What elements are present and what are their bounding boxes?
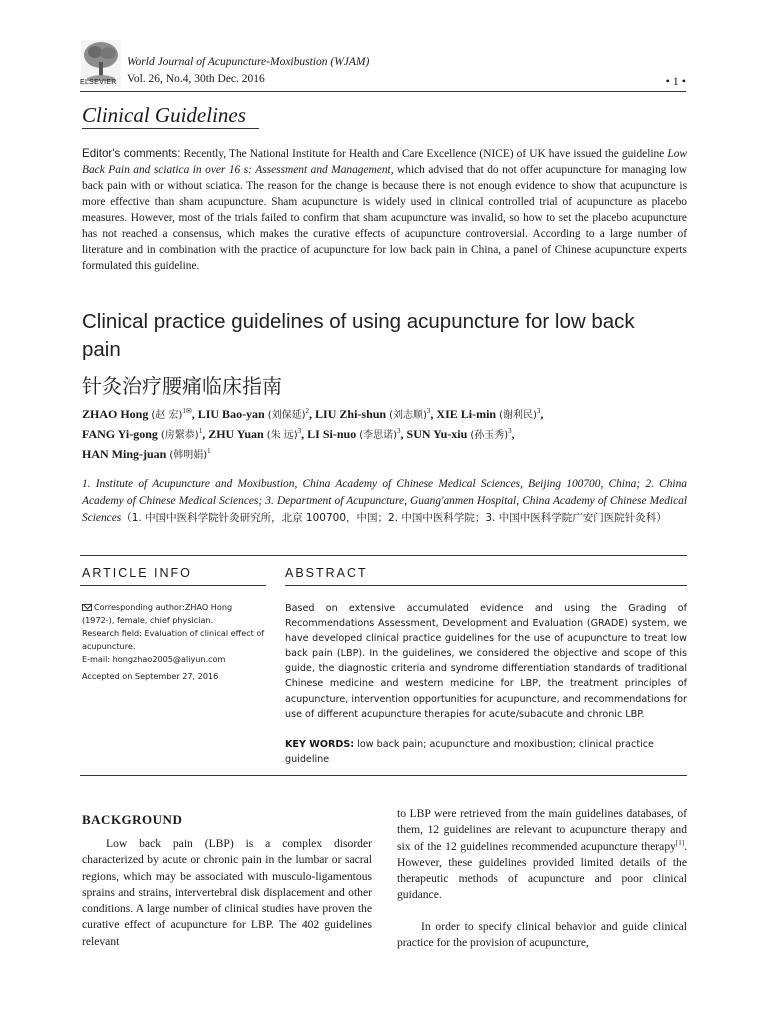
volume-info: Vol. 26, No.4, 30th Dec. 2016 [127,73,265,85]
article-info-heading: ARTICLE INFO [82,566,192,580]
abstract-heading: ABSTRACT [285,566,368,580]
accepted-date: Accepted on September 27, 2016 [82,671,219,681]
section-underline [82,128,259,129]
author-bio: (1972-), female, chief physician. [82,615,214,625]
keywords [285,737,687,767]
affiliations [82,476,687,527]
background-paragraph-2: In order to specify clinical behavior and guide clinical practice for the provision of acupuncture, [397,919,687,950]
citation-ref[interactable]: [1] [675,838,685,847]
author: LI Si-nuo (李思诺)$^3$, [307,427,407,441]
author-list [82,405,687,465]
article-info [82,601,268,683]
keywords-label: KEY WORDS: [285,739,355,750]
editor-comments [82,146,687,274]
author: ZHAO Hong (赵 宏)$^{1✉}$, [82,407,198,421]
divider-top [80,555,687,556]
page-number: • 1 • [665,74,686,88]
author: LIU Bao-yan (刘保延)$^2$, [197,407,316,421]
editor-text-1: Recently, The National Institute for Health and Care Excellence (NICE) of UK have issued the guideline [180,148,668,160]
body-column-right [397,806,687,951]
background-paragraph: Low back pain (LBP) is a complex disorder characterized by acute or chronic pain in the lumbar or sacral regions, which may be associated with musculo-ligamentous sprains and strains, intervertebral disk displacement and other conditions. A large number of clinical studies have proven the curative effect of acupuncture for LBP. The 402 guidelines relevant [82,837,372,948]
journal-name: World Journal of Acupuncture-Moxibustion (WJAM) [127,56,370,68]
header-rule [80,91,686,92]
article-title: Clinical practice guidelines of using acupuncture for low back pain [82,310,635,361]
keywords-list: low back pain; acupuncture and moxibustion; clinical practice guideline [285,739,654,765]
corresponding-author: Corresponding author:ZHAO Hong [82,601,268,614]
abstract-rule [285,585,687,586]
publisher-logo-text: ELSEVIER [80,79,117,86]
author: XIE Li-min (谢利民)$^3$, [436,407,544,421]
background-heading: BACKGROUND [82,812,183,827]
affiliation-chinese: （1. 中国中医科学院针灸研究所，北京 100700，中国；2. 中国中医科学院；3. 中国中医科学院广安门医院针灸科） [121,512,667,524]
author: SUN Yu-xiu (孙玉秀)$^3$, [406,427,515,441]
article-info-rule [80,585,266,586]
email-address[interactable]: E-mail: hongzhao2005@aliyun.com [82,654,226,664]
background-paragraph-continued: to LBP were retrieved from the main guidelines databases, of them, 12 guidelines are relevant to acupuncture therapy and six of the 12 guidelines recommended acupuncture therapy[1]. However, these guidelines provided limited details of the therapeutic methods of acupuncture and poor clinical guidance. [397,807,687,902]
editor-text-2: , which advised that do not offer acupuncture for managing low back pain with or without sciatica. The reason for the change is because there is not enough evidence to show that acupuncture is more effective than sham acupuncture. Sham acupuncture is widely used in clinical controlled trial of acupuncture as placebo measures. However, most of the trials failed to confirm that sham acupuncture was invalid, so how to set the placebo acupuncture has not reached a consensus, which makes the curative effects of acupuncture controversial. According to a large number of literature and in combination with the practice of acupuncture for low back pain in China, a panel of Chinese acupuncture experts formulated this guideline. [82,164,687,272]
research-field: Research field: Evaluation of clinical effect of acupuncture. [82,628,265,651]
body-column-left [82,836,372,950]
abstract-text: Based on extensive accumulated evidence and using the Grading of Recommendations Assessment, Development and Evaluation (GRADE) system, we have developed clinical practice guidelines for the use of acupuncture to treat low back pain (LBP). In the guidelines, we considered the objective and scope of this guide, the diagnostic criteria and syndrome differentiation standards of traditional Chinese medicine and western medicine for LBP, the treatment principles of acupuncture, intervention opportunities for acupuncture, and recommendations for use of different acupuncture therapies for acute/subacute and chronic LBP. [285,603,687,720]
article-title-chinese: 针灸治疗腰痛临床指南 [82,374,282,398]
author: ZHU Yuan (朱 远)$^3$, [208,427,308,441]
section-label: Clinical Guidelines [82,103,246,127]
affiliation-english: 1. Institute of Acupuncture and Moxibustion, China Academy of Chinese Medical Sciences, Beijing 100700, China; 2. China Academy of Chinese Medical Sciences; 3. Department of Acupuncture, Guang'anmen Hospital, China Academy of Chinese Medical Sciences [82,478,687,524]
divider-bottom [80,775,687,776]
author: LIU Zhi-shun (刘志顺)$^3$, [315,407,437,421]
envelope-icon [82,604,92,611]
guideline-title: Low Back Pain and sciatica in over 16 s: Assessment and Management [82,148,687,176]
author: FANG Yi-gong (房繄恭)$^1$, [82,427,209,441]
author: HAN Ming-juan (韩明娟)$^1$ [82,447,211,461]
editor-comments-label: Editor's comments: [82,147,181,160]
